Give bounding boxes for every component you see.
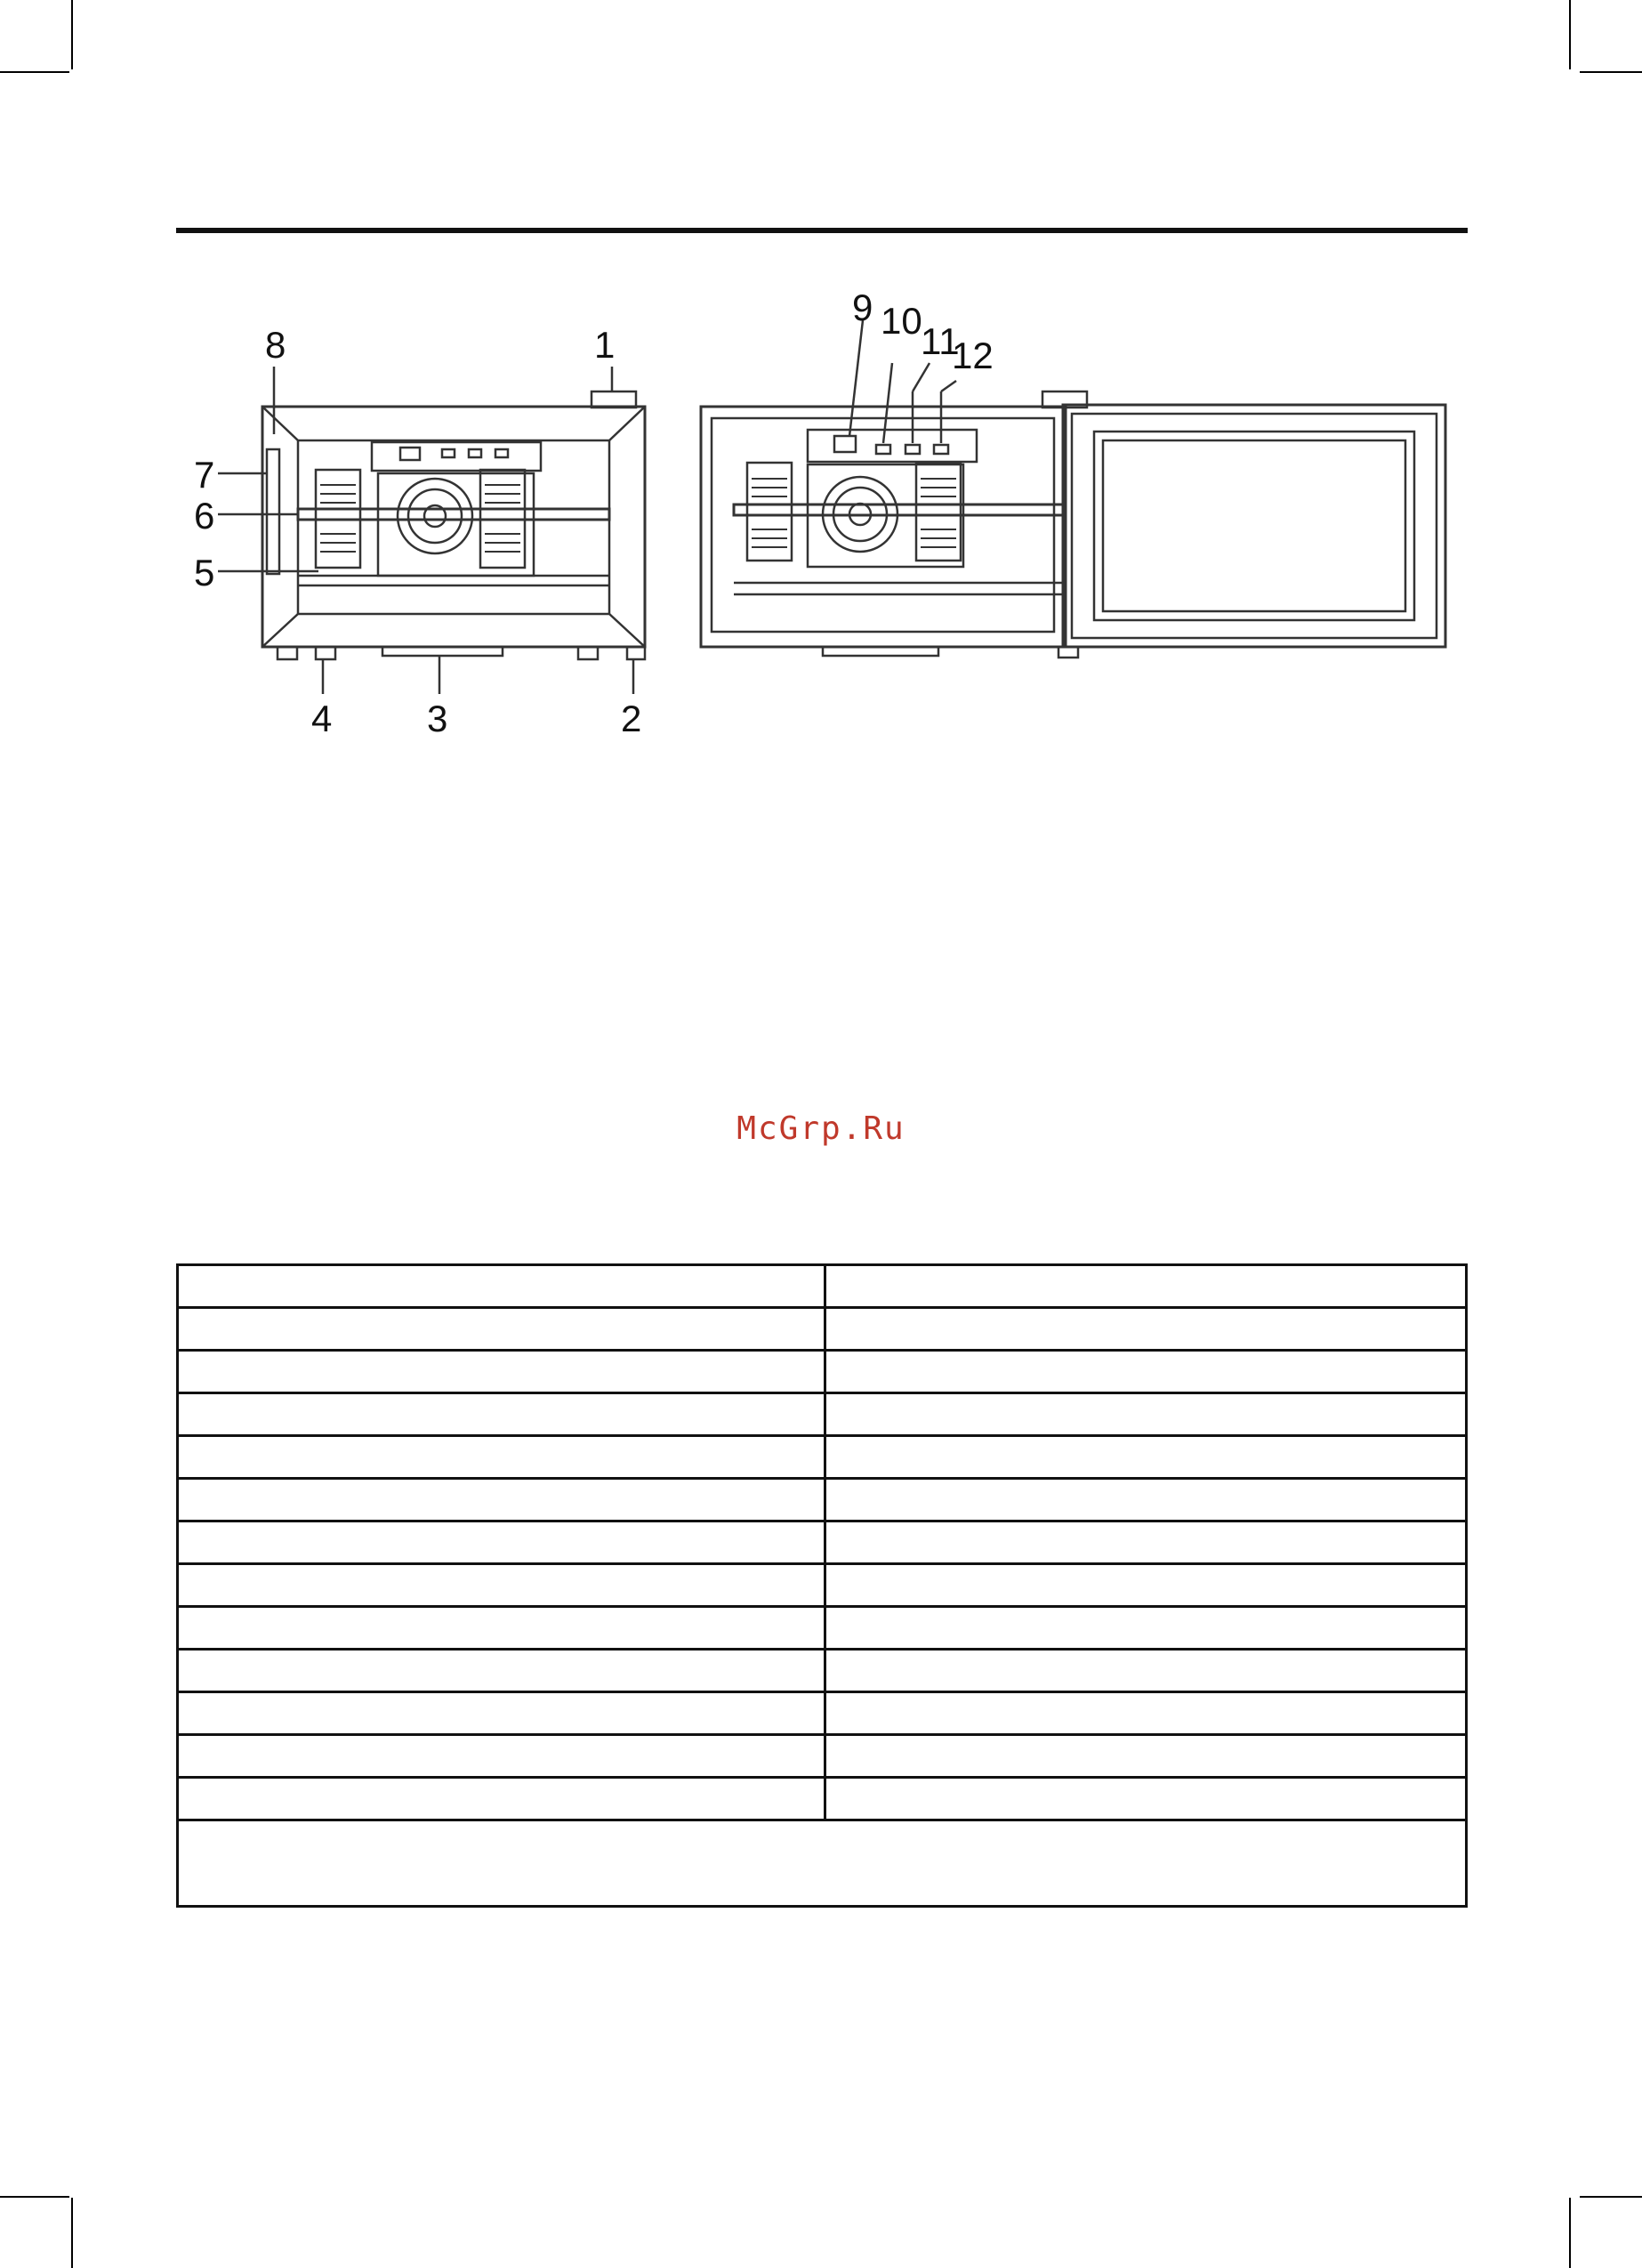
- callout-11: 11: [921, 320, 960, 362]
- callout-2: 2: [621, 698, 642, 739]
- spec-table: [176, 1263, 1468, 1908]
- table-row: [178, 1607, 1467, 1650]
- spec-label-cell: [178, 1479, 825, 1521]
- table-row: [178, 1436, 1467, 1479]
- crop-mark-br-h: [1580, 2196, 1642, 2198]
- front-view-closed: [218, 367, 645, 694]
- spec-value-cell: [825, 1521, 1467, 1564]
- spec-value-cell: [825, 1650, 1467, 1692]
- spec-value-cell: [825, 1735, 1467, 1778]
- table-row: [178, 1351, 1467, 1393]
- crop-mark-bl-h: [0, 2196, 69, 2198]
- spec-label-cell: [178, 1650, 825, 1692]
- spec-label-cell: [178, 1308, 825, 1351]
- callout-9: 9: [852, 287, 873, 328]
- callout-12: 12: [952, 335, 994, 376]
- spec-label-cell: [178, 1351, 825, 1393]
- spec-footnote-cell: [178, 1820, 1467, 1907]
- spec-label-cell: [178, 1564, 825, 1607]
- callout-6: 6: [194, 495, 215, 537]
- spec-value-cell: [825, 1308, 1467, 1351]
- callout-4: 4: [311, 698, 333, 739]
- table-row: [178, 1778, 1467, 1820]
- door-handle: [267, 449, 279, 574]
- spec-label-cell: [178, 1521, 825, 1564]
- callout-1: 1: [594, 324, 616, 366]
- spec-label-cell: [178, 1778, 825, 1820]
- callout-3: 3: [427, 698, 448, 739]
- spec-label-cell: [178, 1436, 825, 1479]
- table-row: [178, 1735, 1467, 1778]
- callout-8: 8: [265, 324, 286, 366]
- callout-10: 10: [881, 300, 922, 342]
- appliance-diagram: [0, 0, 1642, 765]
- spec-value-cell: [825, 1692, 1467, 1735]
- spec-value-cell: [825, 1436, 1467, 1479]
- spec-value-cell: [825, 1393, 1467, 1436]
- spec-value-cell: [825, 1564, 1467, 1607]
- table-row: [178, 1650, 1467, 1692]
- spec-label-cell: [178, 1692, 825, 1735]
- front-view-open: [701, 320, 1445, 658]
- table-row: [178, 1820, 1467, 1907]
- spec-label-cell: [178, 1735, 825, 1778]
- table-row: [178, 1692, 1467, 1735]
- watermark: McGrp.Ru: [736, 1110, 906, 1147]
- table-row: [178, 1521, 1467, 1564]
- spec-label-cell: [178, 1607, 825, 1650]
- spec-value-cell: [825, 1265, 1467, 1308]
- crop-mark-bl-v: [71, 2198, 73, 2268]
- spec-value-cell: [825, 1607, 1467, 1650]
- crop-mark-br-v: [1569, 2198, 1571, 2268]
- spec-value-cell: [825, 1351, 1467, 1393]
- spec-label-cell: [178, 1393, 825, 1436]
- table-row: [178, 1564, 1467, 1607]
- table-row: [178, 1393, 1467, 1436]
- table-row: [178, 1308, 1467, 1351]
- spec-value-cell: [825, 1778, 1467, 1820]
- table-row: [178, 1265, 1467, 1308]
- callout-5: 5: [194, 552, 215, 593]
- table-row: [178, 1479, 1467, 1521]
- spec-label-cell: [178, 1265, 825, 1308]
- spec-value-cell: [825, 1479, 1467, 1521]
- callout-7: 7: [194, 454, 215, 496]
